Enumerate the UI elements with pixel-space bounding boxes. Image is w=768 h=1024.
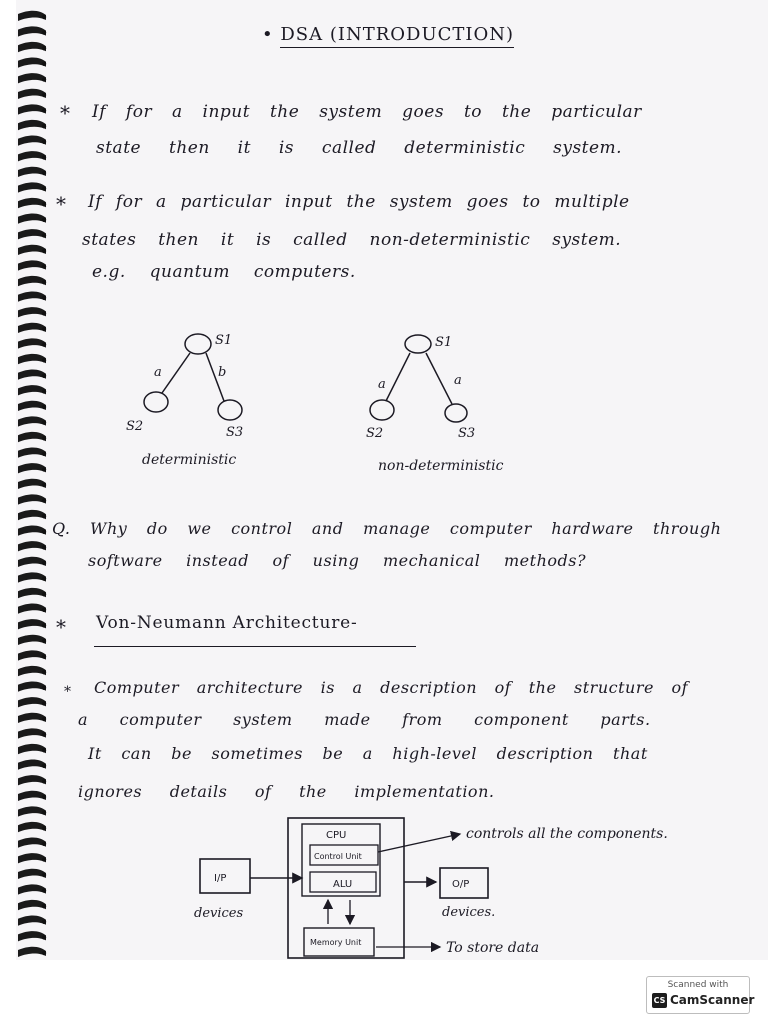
spiral-hole <box>42 670 46 674</box>
spiral-ring <box>18 73 46 83</box>
spiral-hole <box>42 420 46 424</box>
output-caption: devices. <box>442 905 496 920</box>
spiral-ring <box>18 151 46 161</box>
spiral-ring <box>18 557 46 567</box>
spiral-hole <box>42 779 46 783</box>
spiral-hole <box>42 296 46 300</box>
spiral-ring <box>18 760 46 770</box>
spiral-hole <box>42 108 46 112</box>
edge-label-a: a <box>454 373 462 388</box>
spiral-hole <box>42 873 46 877</box>
bullet-nondeterministic-example: e.g. quantum computers. <box>92 262 356 282</box>
deterministic-caption: deterministic <box>142 452 237 468</box>
spiral-ring <box>18 370 46 380</box>
spiral-hole <box>42 904 46 908</box>
spiral-hole <box>42 62 46 66</box>
spiral-hole <box>42 140 46 144</box>
spiral-ring <box>18 292 46 302</box>
spiral-ring <box>18 463 46 473</box>
spiral-ring <box>18 58 46 68</box>
node-s1-label: S1 <box>435 335 453 350</box>
spiral-ring <box>18 245 46 255</box>
node-s3-label: S3 <box>458 426 476 441</box>
spiral-ring <box>18 791 46 801</box>
spiral-ring <box>18 822 46 832</box>
memory-unit-note: To store data <box>446 940 540 956</box>
spiral-ring <box>18 167 46 177</box>
spiral-ring <box>18 572 46 582</box>
spiral-hole <box>42 249 46 253</box>
spiral-hole <box>42 15 46 19</box>
spiral-hole <box>42 327 46 331</box>
spiral-ring <box>18 728 46 738</box>
spiral-ring <box>18 42 46 52</box>
spiral-hole <box>42 842 46 846</box>
spiral-hole <box>42 280 46 284</box>
spiral-ring <box>18 604 46 614</box>
spiral-hole <box>42 701 46 705</box>
spiral-hole <box>42 436 46 440</box>
spiral-hole <box>42 857 46 861</box>
spiral-hole <box>42 764 46 768</box>
spiral-hole <box>42 545 46 549</box>
spiral-ring <box>18 853 46 863</box>
spiral-hole <box>42 717 46 721</box>
spiral-hole <box>42 935 46 939</box>
spiral-ring <box>18 682 46 692</box>
spiral-hole <box>42 389 46 393</box>
architecture-line3: It can be sometimes be a high-level description that <box>88 744 648 763</box>
node-s2-label: S2 <box>126 419 144 434</box>
star-bullet-icon: * <box>60 101 70 125</box>
spiral-hole <box>42 233 46 237</box>
spiral-ring <box>18 89 46 99</box>
edge-label-a: a <box>154 365 162 380</box>
spiral-ring <box>18 260 46 270</box>
spiral-ring <box>18 276 46 286</box>
input-caption: devices <box>194 906 244 921</box>
spiral-hole <box>42 561 46 565</box>
spiral-hole <box>42 498 46 502</box>
spiral-ring <box>18 479 46 489</box>
nondeterministic-caption: non-deterministic <box>378 458 504 474</box>
von-neumann-diagram <box>190 812 768 962</box>
spiral-ring <box>18 806 46 816</box>
spiral-hole <box>42 93 46 97</box>
camscanner-watermark <box>646 976 755 1014</box>
spiral-ring <box>18 338 46 348</box>
spiral-hole <box>42 639 46 643</box>
deterministic-diagram <box>120 322 270 447</box>
spiral-hole <box>42 654 46 658</box>
spiral-hole <box>42 405 46 409</box>
control-unit-note: controls all the components. <box>466 826 668 842</box>
alu-label: ALU <box>333 879 353 890</box>
spiral-ring <box>18 323 46 333</box>
spiral-ring <box>18 104 46 114</box>
spiral-ring <box>18 432 46 442</box>
spiral-ring <box>18 182 46 192</box>
spiral-hole <box>42 530 46 534</box>
spiral-hole <box>42 358 46 362</box>
edge-label-b: b <box>218 365 227 380</box>
spiral-hole <box>42 732 46 736</box>
spiral-hole <box>42 795 46 799</box>
edge-label-a: a <box>378 377 386 392</box>
star-bullet-icon: * <box>56 192 66 216</box>
spiral-hole <box>42 202 46 206</box>
memory-unit-label: Memory Unit <box>310 938 362 947</box>
spiral-hole <box>42 686 46 690</box>
node-s1-label: S1 <box>215 333 233 348</box>
spiral-hole <box>42 514 46 518</box>
bullet-deterministic-line2: state then it is called deterministic system. <box>96 138 623 158</box>
spiral-ring <box>18 307 46 317</box>
spiral-ring <box>18 11 46 21</box>
spiral-ring <box>18 526 46 536</box>
spiral-ring <box>18 713 46 723</box>
spiral-ring <box>18 916 46 926</box>
spiral-ring <box>18 775 46 785</box>
spiral-hole <box>42 264 46 268</box>
spiral-ring <box>18 869 46 879</box>
spiral-ring <box>18 650 46 660</box>
spiral-hole <box>42 218 46 222</box>
bullet-nondeterministic-line1: If for a particular input the system goes to multiple <box>88 192 630 212</box>
star-bullet-icon: * <box>64 684 71 700</box>
bullet-deterministic-line1: If for a input the system goes to the particular <box>92 102 642 122</box>
spiral-hole <box>42 77 46 81</box>
spiral-hole <box>42 155 46 159</box>
spiral-ring <box>18 214 46 224</box>
spiral-ring <box>18 931 46 941</box>
spiral-ring <box>18 136 46 146</box>
spiral-hole <box>42 46 46 50</box>
spiral-ring <box>18 697 46 707</box>
heading-underline <box>94 646 416 647</box>
architecture-line2: a computer system made from component parts. <box>78 710 651 729</box>
spiral-ring <box>18 619 46 629</box>
page-title: • DSA (INTRODUCTION) <box>262 24 514 45</box>
output-box-label: O/P <box>452 879 470 890</box>
spiral-ring <box>18 26 46 36</box>
node-s3-label: S3 <box>226 425 244 440</box>
spiral-hole <box>42 951 46 955</box>
spiral-ring <box>18 229 46 239</box>
spiral-ring <box>18 354 46 364</box>
spiral-ring <box>18 448 46 458</box>
control-unit-label: Control Unit <box>314 852 362 861</box>
spiral-ring <box>18 198 46 208</box>
spiral-ring <box>18 588 46 598</box>
spiral-ring <box>18 494 46 504</box>
spiral-hole <box>42 623 46 627</box>
spiral-hole <box>42 452 46 456</box>
spiral-hole <box>42 592 46 596</box>
spiral-hole <box>42 920 46 924</box>
spiral-hole <box>42 124 46 128</box>
spiral-hole <box>42 810 46 814</box>
question-line1: Q. Why do we control and manage computer hardware through <box>52 519 722 538</box>
von-neumann-heading: Von-Neumann Architecture- <box>96 613 358 633</box>
spiral-ring <box>18 401 46 411</box>
spiral-hole <box>42 826 46 830</box>
spiral-hole <box>42 467 46 471</box>
spiral-hole <box>42 608 46 612</box>
bullet-nondeterministic-line2: states then it is called non-deterministic system. <box>82 230 622 250</box>
spiral-hole <box>42 374 46 378</box>
spiral-ring <box>18 947 46 957</box>
nondeterministic-diagram <box>350 322 500 447</box>
spiral-ring <box>18 744 46 754</box>
spiral-ring <box>18 884 46 894</box>
spiral-ring <box>18 541 46 551</box>
camscanner-logo-icon: CS <box>652 993 667 1008</box>
spiral-ring <box>18 120 46 130</box>
node-s2-label: S2 <box>366 426 384 441</box>
spiral-hole <box>42 171 46 175</box>
spiral-ring <box>18 385 46 395</box>
spiral-ring <box>18 635 46 645</box>
spiral-ring <box>18 900 46 910</box>
architecture-line1: Computer architecture is a description of the structure of <box>94 678 689 697</box>
spiral-ring <box>18 838 46 848</box>
watermark-caption: Scanned with <box>667 980 729 990</box>
watermark-name: CamScanner <box>670 993 755 1007</box>
star-bullet-icon: * <box>56 615 66 639</box>
spiral-ring <box>18 666 46 676</box>
spiral-hole <box>42 30 46 34</box>
spiral-hole <box>42 483 46 487</box>
input-box-label: I/P <box>214 873 227 884</box>
cpu-label: CPU <box>326 830 347 841</box>
spiral-hole <box>42 888 46 892</box>
spiral-ring <box>18 416 46 426</box>
spiral-hole <box>42 186 46 190</box>
spiral-hole <box>42 576 46 580</box>
question-line2: software instead of using mechanical methods? <box>88 551 587 570</box>
architecture-line4: ignores details of the implementation. <box>78 782 495 801</box>
spiral-hole <box>42 342 46 346</box>
spiral-binding <box>0 0 52 960</box>
spiral-hole <box>42 748 46 752</box>
spiral-hole <box>42 311 46 315</box>
spiral-ring <box>18 510 46 520</box>
